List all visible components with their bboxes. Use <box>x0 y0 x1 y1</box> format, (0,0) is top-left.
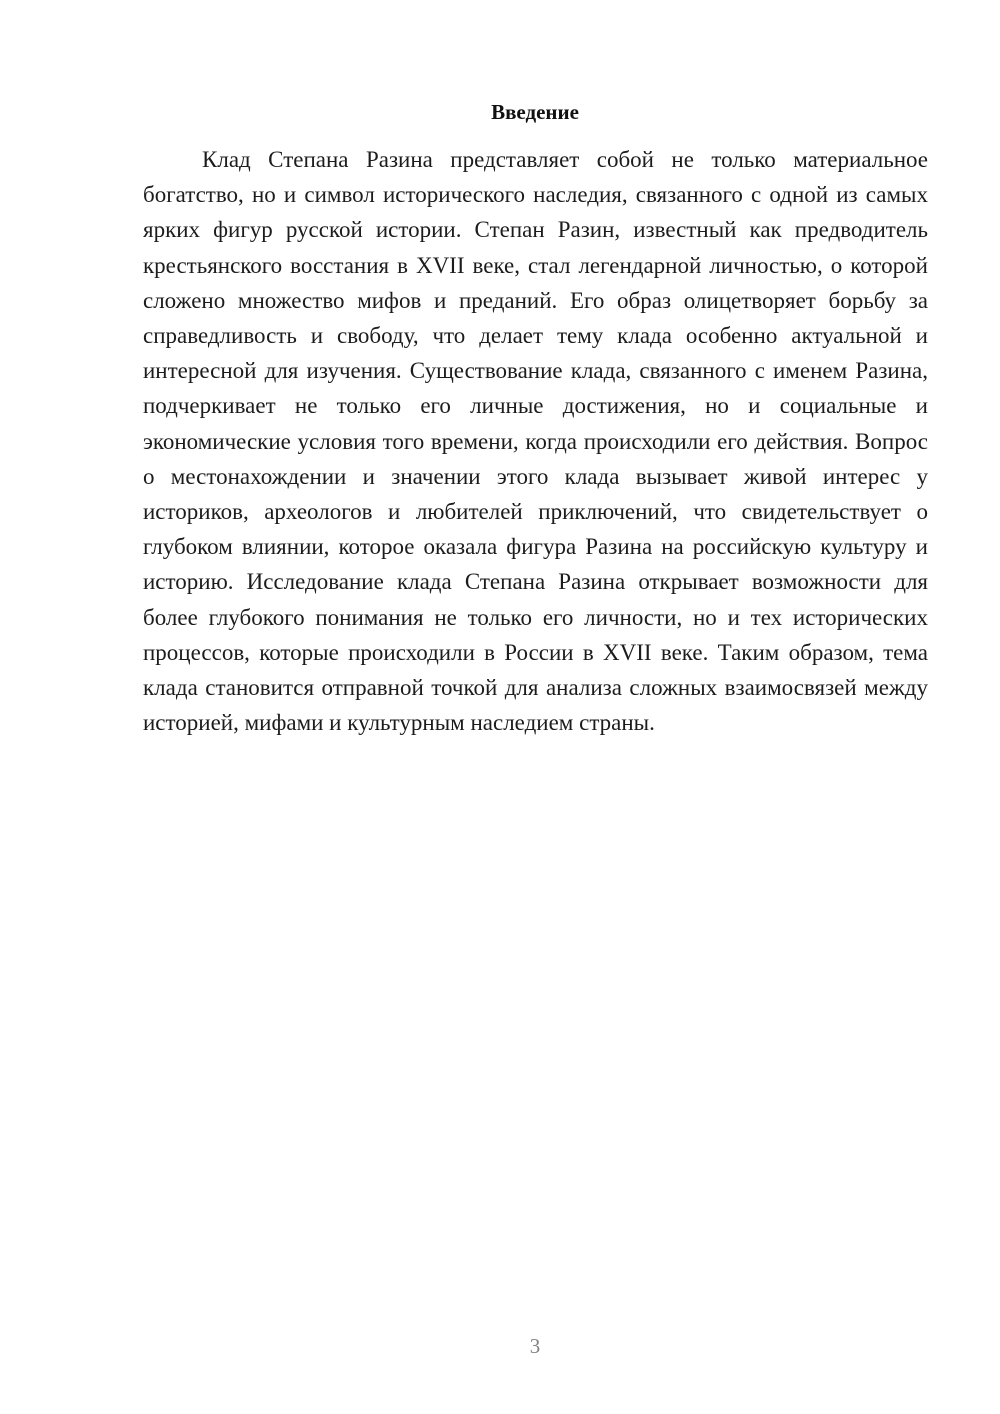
body-paragraph: Клад Степана Разина представляет собой не только материальное богатство, но и символ исторического наследия, связанного с одной из самых ярких фигур русской истории. Степан Разин, известный как предводитель крестьянского восстания в XVII веке, стал легендарной личностью, о которой сложено множество мифов и преданий. Его образ олицетворяет борьбу за справедливость и свободу, что делает тему клада особенно актуальной и интересной для изучения. Существование клада, связанного с именем Разина, подчеркивает не только его личные достижения, но и социальные и экономические условия того времени, когда происходили его действия. Вопрос о местонахождении и значении этого клада вызывает живой интерес у историков, археологов и любителей приключений, что свидетельствует о глубоком влиянии, которое оказала фигура Разина на российскую культуру и историю. Исследование клада Степана Разина открывает возможности для более глубокого понимания не только его личности, но и тех исторических процессов, которые происходили в России в XVII веке. Таким образом, тема клада становится отправной точкой для анализа сложных взаимосвязей между историей, мифами и культурным наследием страны. <box>143 147 928 736</box>
page-number: 3 <box>529 1334 541 1358</box>
section-heading: Введение <box>491 100 579 124</box>
